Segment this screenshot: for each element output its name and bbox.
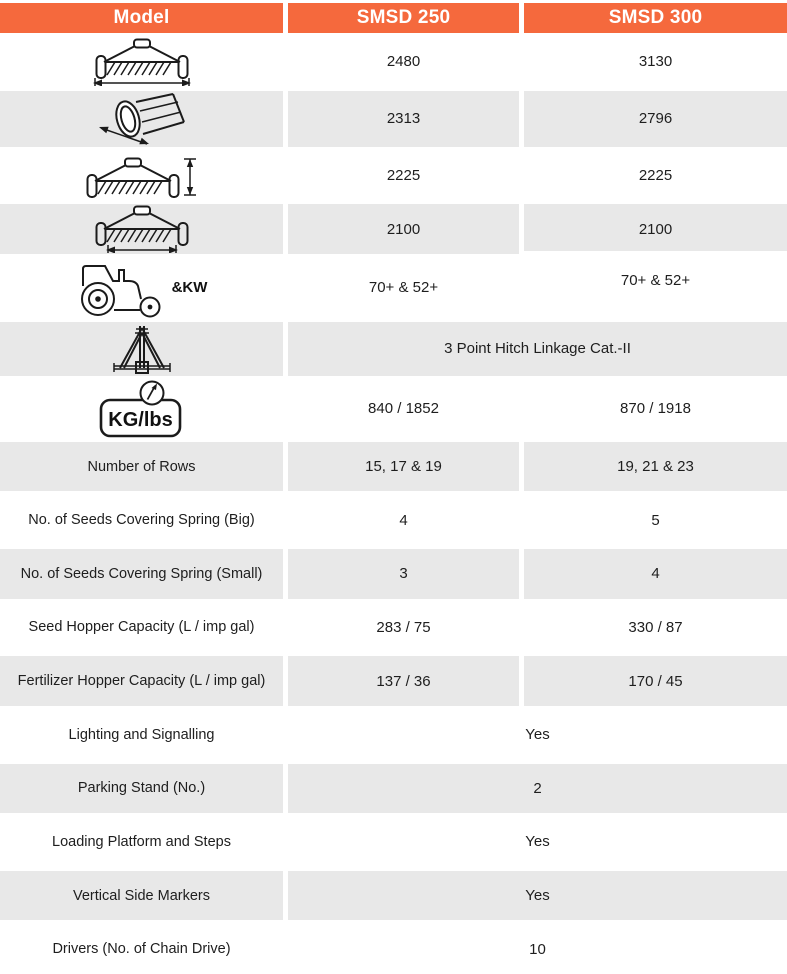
spec-value-merged: 10 <box>288 924 787 974</box>
machine-height-icon <box>83 151 201 199</box>
roller-icon <box>94 91 190 147</box>
spec-value: 840 / 1852 <box>288 380 519 438</box>
machine-width-icon <box>92 38 192 86</box>
spec-value: 3 <box>288 549 519 599</box>
working-width-icon <box>92 205 192 253</box>
spec-value-merged: Yes <box>288 710 787 760</box>
column-header-smsd-250: SMSD 250 <box>288 3 519 33</box>
spec-value: 5 <box>524 495 787 545</box>
spec-value: 870 / 1918 <box>524 380 787 438</box>
spec-value: 137 / 36 <box>288 656 519 706</box>
spec-row-tractor-power <box>0 258 283 318</box>
spec-label: Parking Stand (No.) <box>0 764 283 814</box>
spec-label: No. of Seeds Covering Spring (Small) <box>0 549 283 599</box>
spec-value: 15, 17 & 19 <box>288 442 519 492</box>
spec-row-working-width <box>0 204 283 254</box>
weight-icon-label: KG/lbs <box>107 408 173 431</box>
column-header-smsd-300: SMSD 300 <box>524 3 787 33</box>
spec-value: 283 / 75 <box>288 603 519 653</box>
column-header-model: Model <box>0 3 283 33</box>
spec-label: Drivers (No. of Chain Drive) <box>0 924 283 974</box>
spec-value: 2225 <box>288 151 519 201</box>
spec-label: Number of Rows <box>0 442 283 492</box>
spec-label: Seed Hopper Capacity (L / imp gal) <box>0 603 283 653</box>
spec-value: 70+ & 52+ <box>288 258 519 318</box>
spec-value: 2313 <box>288 91 519 147</box>
spec-value: 3130 <box>524 37 787 87</box>
spec-value-merged: 3 Point Hitch Linkage Cat.-II <box>288 322 787 376</box>
spec-label: Vertical Side Markers <box>0 871 283 921</box>
spec-value: 4 <box>288 495 519 545</box>
spec-table <box>0 3 787 974</box>
spec-value: 4 <box>524 549 787 599</box>
spec-value: 170 / 45 <box>524 656 787 706</box>
spec-value: 2480 <box>288 37 519 87</box>
spec-value-merged: Yes <box>288 817 787 867</box>
tractor-icon <box>76 258 170 318</box>
spec-label: No. of Seeds Covering Spring (Big) <box>0 495 283 545</box>
kw-label: &KW <box>171 279 208 297</box>
spec-value: 70+ & 52+ <box>524 251 787 311</box>
spec-value: 2100 <box>524 204 787 254</box>
three-point-hitch-icon <box>110 322 174 376</box>
weight-icon <box>99 380 185 438</box>
spec-value: 2100 <box>288 204 519 254</box>
spec-row-hitch <box>0 322 283 376</box>
spec-value: 2796 <box>524 91 787 147</box>
spec-row-machine-height <box>0 151 283 201</box>
spec-label: Lighting and Signalling <box>0 710 283 760</box>
spec-value: 2225 <box>524 151 787 201</box>
spec-value: 330 / 87 <box>524 603 787 653</box>
spec-label: Fertilizer Hopper Capacity (L / imp gal) <box>0 656 283 706</box>
spec-row-weight <box>0 380 283 438</box>
spec-value-merged: Yes <box>288 871 787 921</box>
spec-row-machine-width <box>0 37 283 87</box>
spec-row-roller <box>0 91 283 147</box>
spec-label: Loading Platform and Steps <box>0 817 283 867</box>
spec-value: 19, 21 & 23 <box>524 442 787 492</box>
spec-value-merged: 2 <box>288 764 787 814</box>
